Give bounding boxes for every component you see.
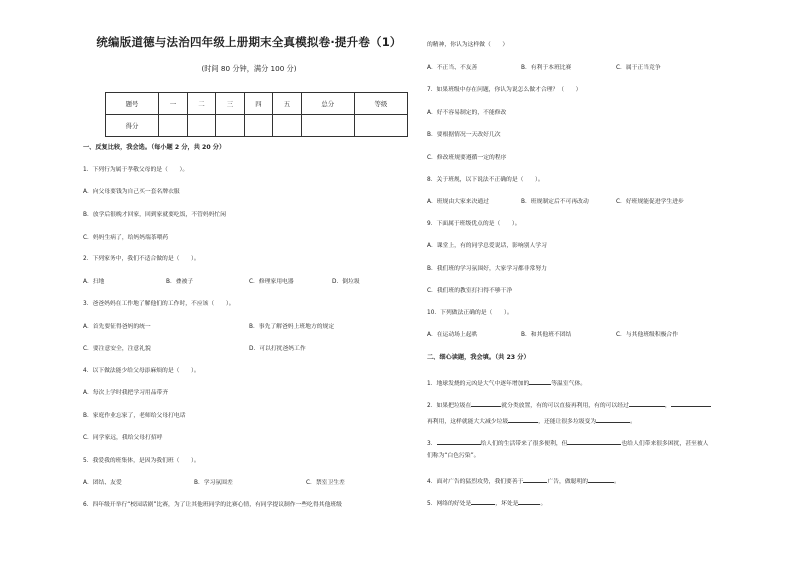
score-header-cell: 总分 — [301, 93, 354, 115]
fill-2-blank-4 — [508, 416, 538, 423]
fill-question-4: 4．面对广告的猛烈攻势，我们要善于 广告，做聪明的 。 — [427, 476, 620, 486]
question-7-option-c: C．修改班规要遵循一定的程序 — [427, 155, 507, 161]
score-header-cell: 一 — [159, 93, 188, 115]
question-2-option-a: A．扫地 — [83, 279, 105, 285]
score-header-cell: 等级 — [354, 93, 407, 115]
fill-question-3 — [427, 438, 708, 448]
section-2-heading: 二、细心读题，我会填。（共 23 分） — [427, 354, 530, 361]
fill-5-blank-1 — [471, 498, 495, 505]
fill-3-text-a: 3． — [427, 441, 437, 447]
question-8-option-c: C．好班规能促进学生进步 — [616, 199, 684, 205]
question-6-continued: 的精神，你认为这样做（ ） — [427, 42, 509, 48]
question-10-option-b: B．和其他班不团结 — [521, 332, 572, 338]
question-7-option-b: B．要根据情况一天改好几次 — [427, 132, 501, 138]
question-8: 8．关于班规，以下说法不正确的是（ ）。 — [427, 177, 544, 183]
fill-5-text-a: 5．网络的好处是 — [427, 501, 472, 507]
score-table — [105, 92, 408, 137]
question-3-option-c: C．要注意安全，注意礼貌 — [83, 346, 151, 352]
fill-3-text-b: 给人们的生活带来了很多便利，但 — [480, 441, 568, 447]
fill-question-2: 2．如果把垃圾在 就分类放置，有的可以直接再利用，有的可以经过 ， — [427, 400, 711, 410]
question-10-option-a: A．在运动场上起哄 — [427, 332, 478, 338]
question-2: 2．下列家务中，我们不适合做的是（ ）。 — [83, 256, 200, 262]
question-8-option-b: B．班规制定后不可再改动 — [521, 199, 589, 205]
score-table-score-row — [106, 115, 408, 137]
left-column — [83, 34, 415, 130]
fill-2-blank-5 — [596, 416, 630, 423]
question-1-option-b: B．放学后很晚才回家，回到家就要吃饭，不管妈妈忙闲 — [83, 212, 227, 218]
score-row-label: 得分 — [106, 115, 159, 137]
score-cell — [216, 115, 245, 137]
question-5-option-c: C．禁室卫生差 — [306, 480, 345, 486]
question-3-option-b: B．事先了解爸妈上班地方的规定 — [249, 324, 335, 330]
question-7-option-a: A．好不容易制定的，不能修改 — [427, 110, 507, 116]
fill-1-blank — [529, 378, 551, 385]
question-5: 5．我爱我的班集体，是因为我们班（ ）。 — [83, 458, 200, 464]
question-8-option-a: A．班规由大家来决通过 — [427, 199, 489, 205]
fill-2-blank-1 — [471, 400, 501, 407]
fill-3-blank-2 — [567, 438, 621, 445]
question-6-option-b: B．有利于本班比赛 — [521, 65, 572, 71]
fill-question-3-line-2: 们称为“白色污染”。 — [427, 453, 480, 459]
fill-4-text-a: 4．面对广告的猛烈攻势，我们要善于 — [427, 479, 524, 485]
question-2-option-d: D．倒垃圾 — [332, 279, 360, 285]
question-10-option-c: C．与其他班级积极合作 — [616, 332, 679, 338]
question-9: 9．下面属于班级优点的是（ ）。 — [427, 221, 521, 227]
fill-2-text-c: 再利用，这样就能大大减少垃圾 — [427, 419, 509, 425]
question-2-option-c: C．修理家用电器 — [249, 279, 294, 285]
section-1-heading: 一、反复比较，我会选。（每小题 2 分，共 20 分） — [83, 144, 226, 151]
fill-2-blank-2 — [629, 400, 665, 407]
question-3-option-d: D．可以打扰爸妈工作 — [249, 346, 306, 352]
question-5-option-b: B．学习氛围差 — [194, 480, 233, 486]
score-header-cell: 题号 — [106, 93, 159, 115]
question-4-option-a: A．每次上学时我把学习用品带齐 — [83, 390, 169, 396]
fill-2-text-d: ，还能让很多垃圾变为 — [538, 419, 597, 425]
score-header-cell: 五 — [273, 93, 302, 115]
score-header-cell: 四 — [244, 93, 273, 115]
question-3-option-a: A．首先要征得爸妈的统一 — [83, 324, 151, 330]
question-6-option-c: C．属于正当竞争 — [616, 65, 661, 71]
fill-4-text-b: 广告，做聪明的 — [547, 479, 589, 485]
fill-2-text-b: 就分类放置，有的可以直接再利用，有的可以经过 — [501, 403, 629, 409]
question-3: 3．爸爸妈妈在工作地了解他们的工作时，不应该（ ）。 — [83, 301, 235, 307]
score-cell — [159, 115, 188, 137]
question-4-option-b: B．家庭作业忘家了，老师给父母打电话 — [83, 413, 186, 419]
fill-2-blank-3 — [671, 400, 711, 407]
score-header-cell: 二 — [187, 93, 216, 115]
question-9-option-a: A．课堂上，有的同学总爱说话，影响别人学习 — [427, 243, 547, 249]
fill-question-2-line-2: 再利用，这样就能大大减少垃圾 ，还能让很多垃圾变为 。 — [427, 416, 636, 426]
question-4: 4．以下做法能少给父母添麻烦的是（ ）。 — [83, 368, 200, 374]
question-5-option-a: A．团结、友爱 — [83, 480, 122, 486]
fill-3-blank-1 — [437, 438, 481, 445]
question-6: 6．四年级开举行“校园话剧”比赛，为了让其他班同学的比赛心情，有同学提议制作一些吃得其他班级 — [83, 502, 342, 508]
question-6-option-a: A．不正当、不友善 — [427, 65, 478, 71]
question-1-option-c: C．妈妈生病了，给妈妈端茶喂药 — [83, 235, 169, 241]
question-7: 7．如果班级中存在问题，你认为说怎么做才合理？（ ） — [427, 87, 582, 93]
question-1: 1．下列行为属于孝敬父母的是（ ）。 — [83, 167, 189, 173]
question-9-option-c: C．我们班的教室打扫得不够干净 — [427, 288, 513, 294]
fill-4-blank-1 — [523, 476, 547, 483]
score-cell — [187, 115, 216, 137]
score-header-cell: 三 — [216, 93, 245, 115]
fill-5-text-b: ，坏处是 — [495, 501, 519, 507]
score-cell — [273, 115, 302, 137]
score-cell — [244, 115, 273, 137]
fill-question-1 — [427, 378, 586, 388]
fill-1-text-a: 1．地球发烧的元凶是大气中逐年增加的 — [427, 381, 530, 387]
score-cell — [354, 115, 407, 137]
fill-4-blank-2 — [588, 476, 614, 483]
question-1-option-a: A．向父母要钱为自己买一套名牌衣服 — [83, 189, 180, 195]
question-2-option-b: B．叠被子 — [166, 279, 194, 285]
fill-question-5: 5．网络的好处是 ，坏处是 。 — [427, 498, 546, 508]
fill-5-blank-2 — [518, 498, 540, 505]
score-cell — [301, 115, 354, 137]
fill-2-text-a: 2．如果把垃圾在 — [427, 403, 472, 409]
score-table-header-row — [106, 93, 408, 115]
fill-3-text-c: 也给人们带来很多困扰，甚至被人 — [621, 441, 709, 447]
question-4-option-c: C．同学家远，我给父母打招呼 — [83, 435, 163, 441]
fill-1-text-b: 等温室气体。 — [551, 381, 587, 387]
exam-title: 统编版道德与法治四年级上册期末全真模拟卷·提升卷（1） — [96, 35, 402, 49]
question-9-option-b: B．我们班的学习氛围好，大家学习都非常努力 — [427, 266, 547, 272]
question-10: 10．下列做法正确的是（ ）。 — [427, 310, 513, 316]
exam-subtitle: (时间 80 分钟，满分 100 分) — [201, 64, 297, 73]
